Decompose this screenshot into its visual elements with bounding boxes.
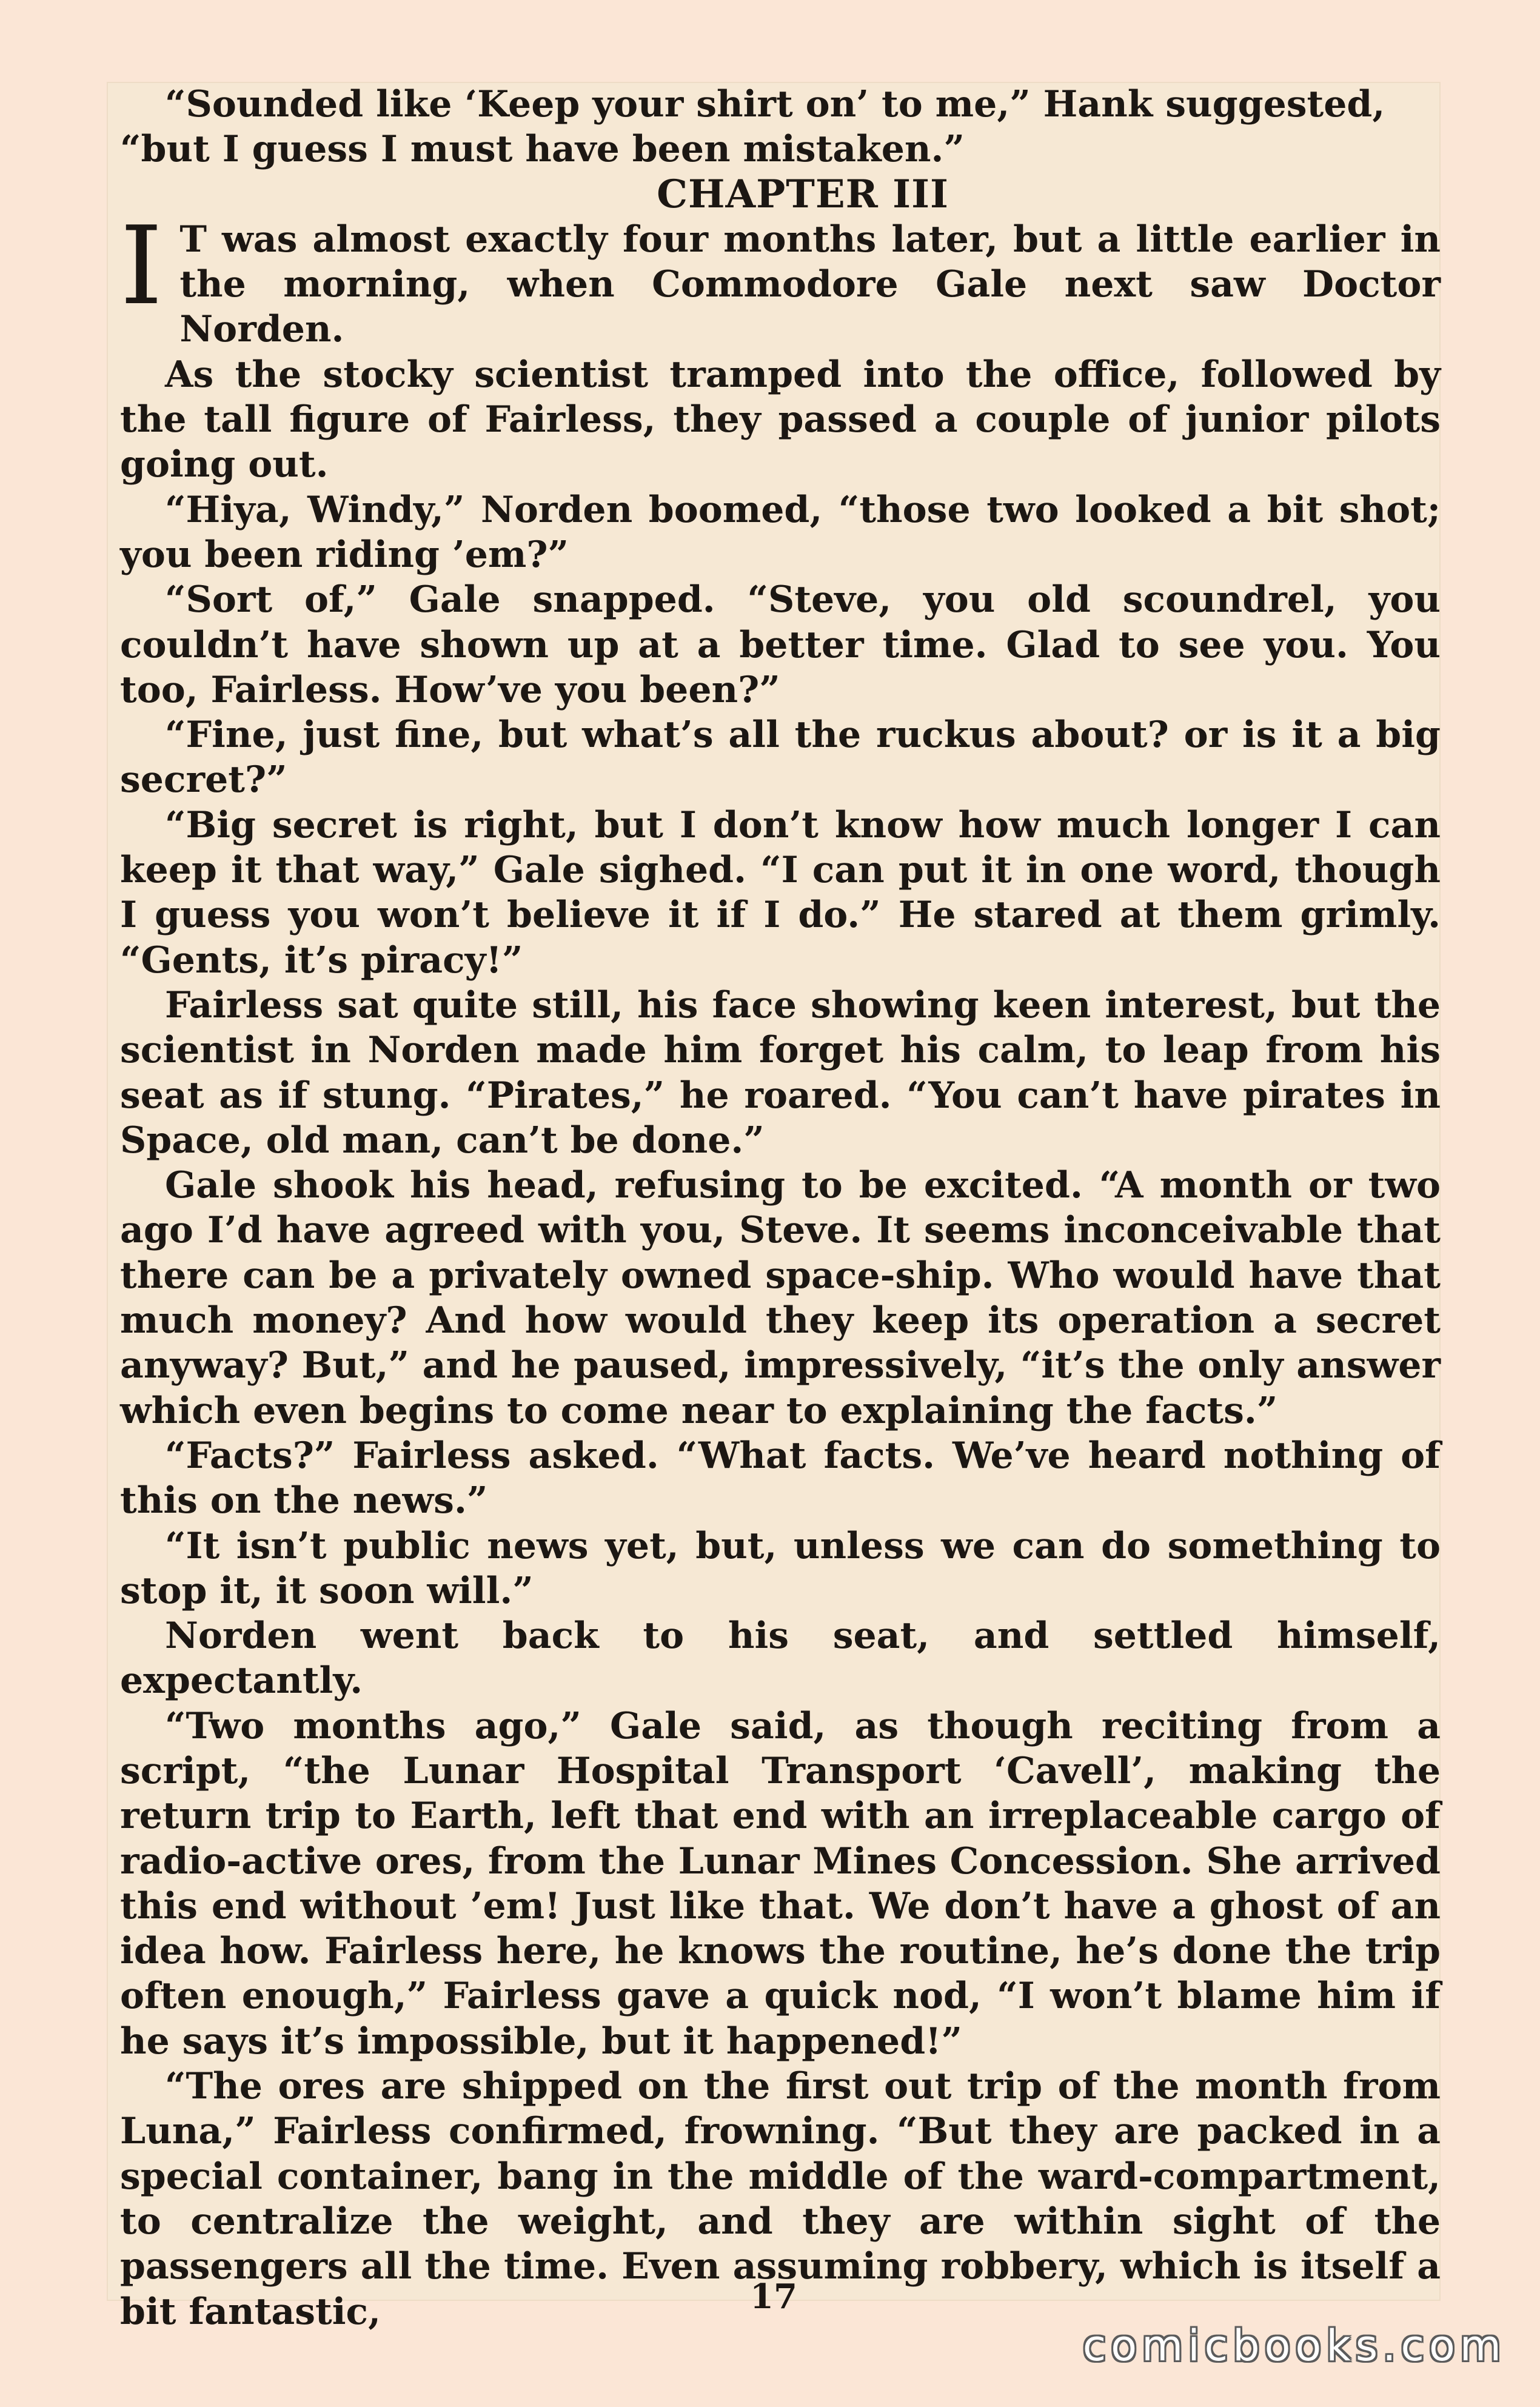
paragraph: Norden went back to his seat, and settled himself, expectantly.: [120, 1615, 1441, 1702]
carryover-line-2: “but I guess I must have been mistaken.”: [120, 128, 965, 171]
carryover-line-1: “Sounded like ‘Keep your shirt on’ to me,” Hank suggested,: [165, 83, 1385, 126]
paragraph: Gale shook his head, refusing to be excited. “A month or two ago I’d have agreed with you, Steve. It seems inconceivable that there can be a privately owned space-ship. Who would have that much money? And how would they keep its operation a secret anyway? But,” and he paused, impressively, “it’s the only answer which even begins to come near to explaining the facts.”: [120, 1164, 1441, 1432]
paragraph: “It isn’t public news yet, but, unless we can do something to stop it, it soon will.”: [120, 1524, 1441, 1612]
page-text: [120, 82, 1441, 2334]
opening-paragraph-text: T was almost exactly four months later, but a little earlier in the morning, when Commodore Gale next saw Doctor Norden.: [179, 218, 1441, 351]
paragraph: “Two months ago,” Gale said, as though reciting from a script, “the Lunar Hospital Transport ‘Cavell’, making the return trip to Earth, left that end with an irreplaceable cargo of radio-active ores, from the Lunar Mines Concession. She arrived this end without ’em! Just like that. We don’t have a ghost of an idea how. Fairless here, he knows the routine, he’s done the trip often enough,” Fairless gave a quick nod, “I won’t blame him if he says it’s impossible, but it happened!”: [120, 1704, 1441, 2063]
chapter-heading: CHAPTER III: [657, 171, 949, 217]
book-page: [107, 82, 1441, 2333]
paragraph: “Sort of,” Gale snapped. “Steve, you old scoundrel, you couldn’t have shown up at a better time. Glad to see you. You too, Fairless. How’ve you been?”: [120, 578, 1441, 711]
watermark: comicbooks.com: [1082, 2321, 1506, 2371]
paragraph: Fairless sat quite still, his face showing keen interest, but the scientist in Norden made him forget his calm, to leap from his seat as if stung. “Pirates,” he roared. “You can’t have pirates in Space, old man, can’t be done.”: [120, 983, 1441, 1162]
page-number: 17: [750, 2277, 797, 2317]
opening-paragraph: [120, 203, 1441, 352]
paragraph: “Fine, just fine, but what’s all the ruckus about? or is it a big secret?”: [120, 714, 1441, 802]
paragraph: “Hiya, Windy,” Norden boomed, “those two looked a bit shot; you been riding ’em?”: [120, 488, 1441, 576]
paragraph: “The ores are shipped on the first out trip of the month from Luna,” Fairless confirmed, frowning. “But they are packed in a special container, bang in the middle of the ward-compartment, to centralize the weight, and they are within sight of the passengers all the time. Even assuming robbery, which is itself a bit fantastic,: [120, 2065, 1441, 2333]
paragraph: “Facts?” Fairless asked. “What facts. We’ve heard nothing of this on the news.”: [120, 1434, 1441, 1522]
paragraph: As the stocky scientist tramped into the office, followed by the tall figure of Fairless, they passed a couple of junior pilots going out.: [120, 353, 1441, 486]
paragraph: “Big secret is right, but I don’t know how much longer I can keep it that way,” Gale sighed. “I can put it in one word, though I guess you won’t believe it if I do.” He stared at them grimly. “Gents, it’s piracy!”: [120, 803, 1441, 982]
drop-cap: I: [120, 203, 163, 329]
